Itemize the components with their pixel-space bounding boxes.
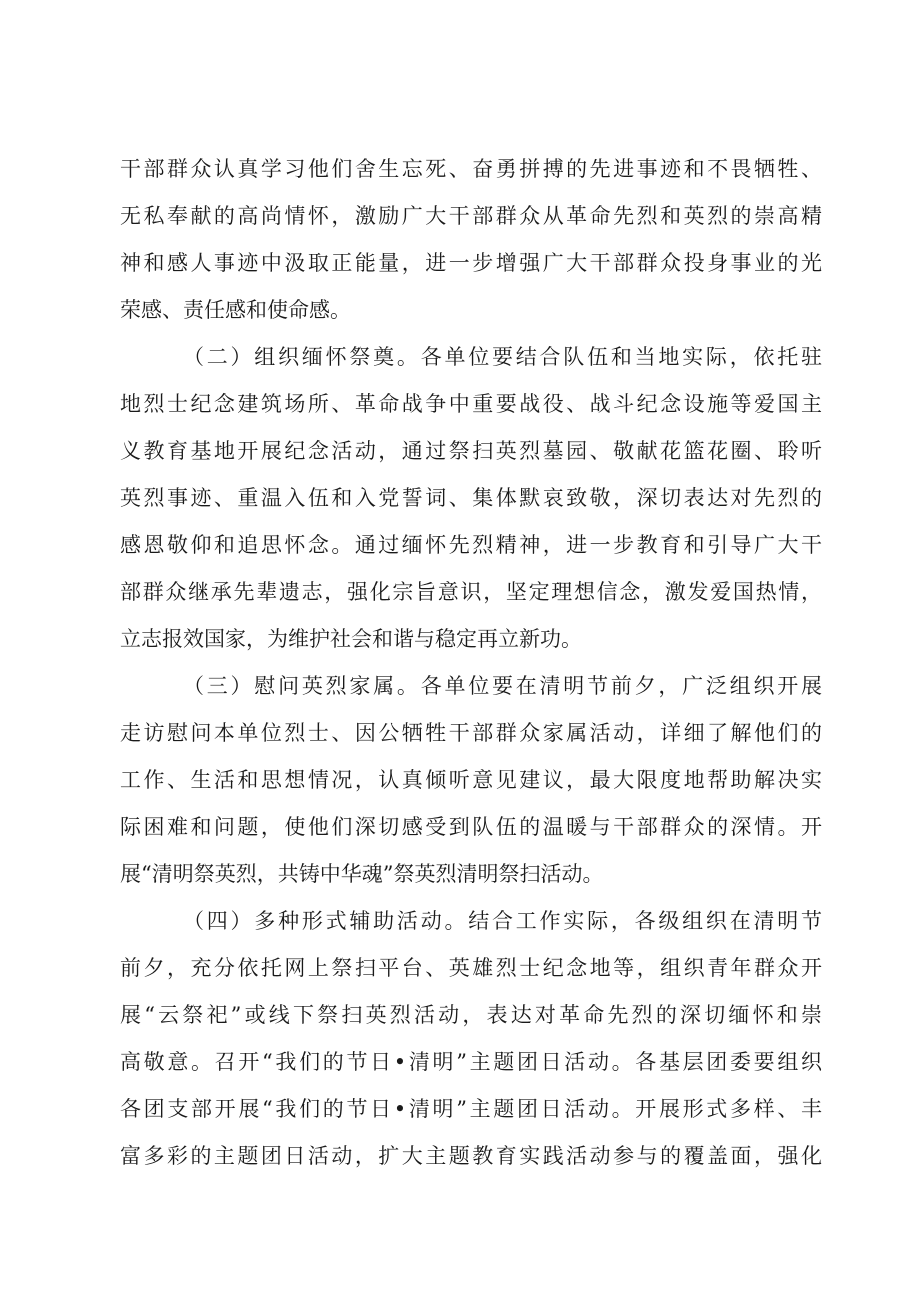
text-line: 感恩敬仰和追思怀念。通过缅怀先烈精神，进一步教育和引导广大干 [120, 533, 822, 557]
text-line: 神和感人事迹中汲取正能量，进一步增强广大干部群众投身事业的光 [120, 251, 822, 275]
text-line: 英烈事迹、重温入伍和入党誓词、集体默哀致敬，深切表达对先烈的 [120, 486, 822, 510]
text-line: 无私奉献的高尚情怀，激励广大干部群众从革命先烈和英烈的崇高精 [120, 204, 822, 228]
text-line: 义教育基地开展纪念活动，通过祭扫英烈墓园、敬献花篮花圈、聆听 [120, 439, 822, 463]
text-line: 地烈士纪念建筑场所、革命战争中重要战役、战斗纪念设施等爱国主 [120, 392, 822, 416]
text-line: 前夕，充分依托网上祭扫平台、英雄烈士纪念地等，组织青年群众开 [120, 956, 822, 980]
text-line: 展“清明祭英烈，共铸中华魂”祭英烈清明祭扫活动。 [120, 862, 604, 886]
text-line: 展“云祭祀”或线下祭扫英烈活动，表达对革命先烈的深切缅怀和崇 [120, 1003, 822, 1027]
paragraph-auxiliary-activities [120, 898, 822, 1180]
text-line: 各团支部开展“我们的节日•清明”主题团日活动。开展形式多样、丰 [120, 1097, 822, 1121]
text-line: 高敬意。召开“我们的节日•清明”主题团日活动。各基层团委要组织 [120, 1050, 822, 1074]
text-line: （三）慰问英烈家属。各单位要在清明节前夕，广泛组织开展 [183, 674, 822, 698]
text-line: 际困难和问题，使他们深切感受到队伍的温暖与干部群众的深情。开 [120, 815, 822, 839]
text-line: （四）多种形式辅助活动。结合工作实际，各级组织在清明节 [183, 909, 822, 933]
text-line: 富多彩的主题团日活动，扩大主题教育实践活动参与的覆盖面，强化 [120, 1144, 822, 1168]
document-body [120, 146, 822, 1180]
paragraph-commemoration [120, 334, 822, 663]
text-line: 工作、生活和思想情况，认真倾听意见建议，最大限度地帮助解决实 [120, 768, 822, 792]
text-line: 干部群众认真学习他们舍生忘死、奋勇拼搏的先进事迹和不畏牺牲、 [120, 157, 822, 181]
paragraph-continuation [120, 146, 822, 334]
text-line: 荣感、责任感和使命感。 [120, 298, 351, 322]
text-line: 走访慰问本单位烈士、因公牺牲干部群众家属活动，详细了解他们的 [120, 721, 822, 745]
text-line: （二）组织缅怀祭奠。各单位要结合队伍和当地实际，依托驻 [183, 345, 822, 369]
text-line: 部群众继承先辈遗志，强化宗旨意识，坚定理想信念，激发爱国热情， [120, 580, 822, 604]
paragraph-family-visits [120, 663, 822, 898]
text-line: 立志报效国家，为维护社会和谐与稳定再立新功。 [120, 627, 582, 651]
